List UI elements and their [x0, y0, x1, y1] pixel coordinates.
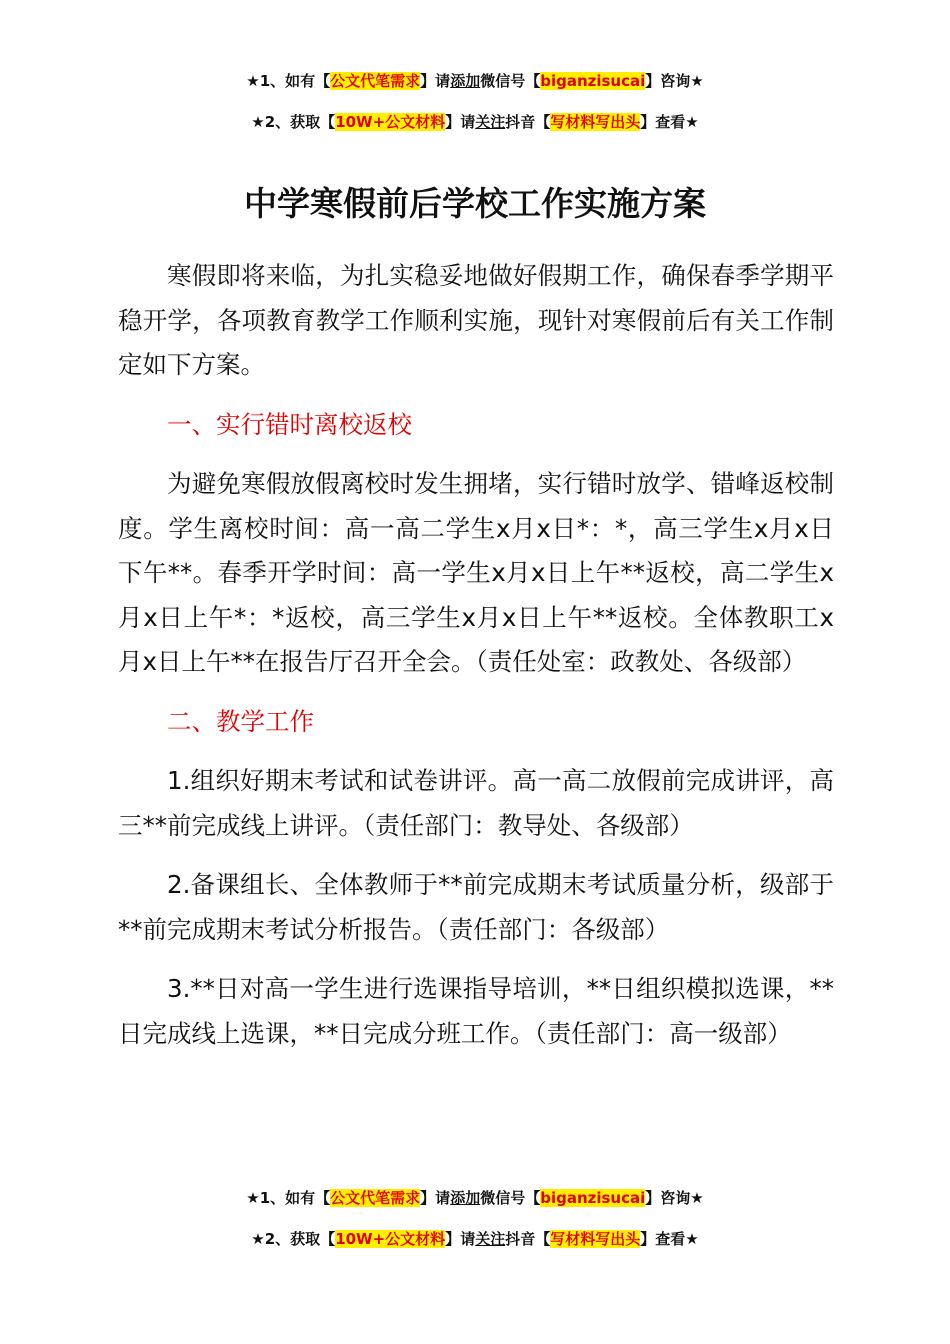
banner-highlight: 10W+公文材料: [335, 1230, 446, 1248]
section-2-item-3: 3.**日对高一学生进行选课指导培训，**日组织模拟选课，**日完成线上选课，**日完成分班工作。（责任部门：高一级部）: [118, 974, 834, 1048]
banner-underline: 添加: [450, 72, 481, 90]
banner-underline: 关注: [475, 1230, 506, 1248]
bottom-banner-line-1: [0, 1188, 950, 1208]
banner-text: ★2、获取【: [251, 113, 336, 131]
banner-highlight: 10W+公文材料: [335, 113, 446, 131]
banner-text: 】请: [420, 1189, 451, 1207]
intro-paragraph: 寒假即将来临，为扎实稳妥地做好假期工作，确保春季学期平稳开学，各项教育教学工作顺利实施，现针对寒假前后有关工作制定如下方案。: [118, 261, 834, 379]
top-banner-line-1: [0, 71, 950, 91]
top-banner-line-2: [0, 112, 950, 132]
document-body: [118, 254, 834, 1071]
banner-underline: 关注: [475, 113, 506, 131]
banner-text: 微信号【: [480, 72, 541, 90]
banner-text: 】请: [445, 113, 476, 131]
banner-underline: 添加: [450, 1189, 481, 1207]
banner-text: ★1、如有【: [246, 1189, 331, 1207]
banner-text: 】咨询★: [645, 72, 704, 90]
banner-text: 微信号【: [480, 1189, 541, 1207]
banner-highlight: 公文代笔需求: [330, 72, 421, 90]
banner-highlight-douyin: 写材料写出头: [550, 113, 641, 131]
banner-text: 抖音【: [505, 1230, 551, 1248]
banner-text: 】请: [420, 72, 451, 90]
banner-text: 抖音【: [505, 113, 551, 131]
section-1-paragraph: 为避免寒假放假离校时发生拥堵，实行错时放学、错峰返校制度。学生离校时间：高一高二学生x月x日*：*，高三学生x月x日下午**。春季开学时间：高一学生x月x日上午**返校，高二学生x月x日上午*：*返校，高三学生x月x日上午**返校。全体教职工x月x日上午**在报告厅召开全会。（责任处室：政教处、各级部）: [118, 469, 834, 676]
section-heading-1: 一、实行错时离校返校: [167, 409, 412, 439]
banner-text: 】查看★: [640, 113, 699, 131]
banner-highlight-wechat: biganzisucai: [540, 72, 646, 90]
bottom-banner-line-2: [0, 1229, 950, 1249]
banner-highlight: 公文代笔需求: [330, 1189, 421, 1207]
banner-text: 】咨询★: [645, 1189, 704, 1207]
banner-highlight-douyin: 写材料写出头: [550, 1230, 641, 1248]
banner-highlight-wechat: biganzisucai: [540, 1189, 646, 1207]
banner-text: 】请: [445, 1230, 476, 1248]
section-2-item-2: 2.备课组长、全体教师于**前完成期末考试质量分析，级部于**前完成期末考试分析报告。（责任部门：各级部）: [118, 870, 834, 944]
document-title: 中学寒假前后学校工作实施方案: [244, 184, 706, 223]
banner-text: ★1、如有【: [246, 72, 331, 90]
banner-text: 】查看★: [640, 1230, 699, 1248]
section-2-item-1: 1.组织好期末考试和试卷讲评。高一高二放假前完成讲评，高三**前完成线上讲评。（责任部门：教导处、各级部）: [118, 766, 834, 840]
section-heading-2: 二、教学工作: [167, 706, 314, 736]
banner-text: ★2、获取【: [251, 1230, 336, 1248]
